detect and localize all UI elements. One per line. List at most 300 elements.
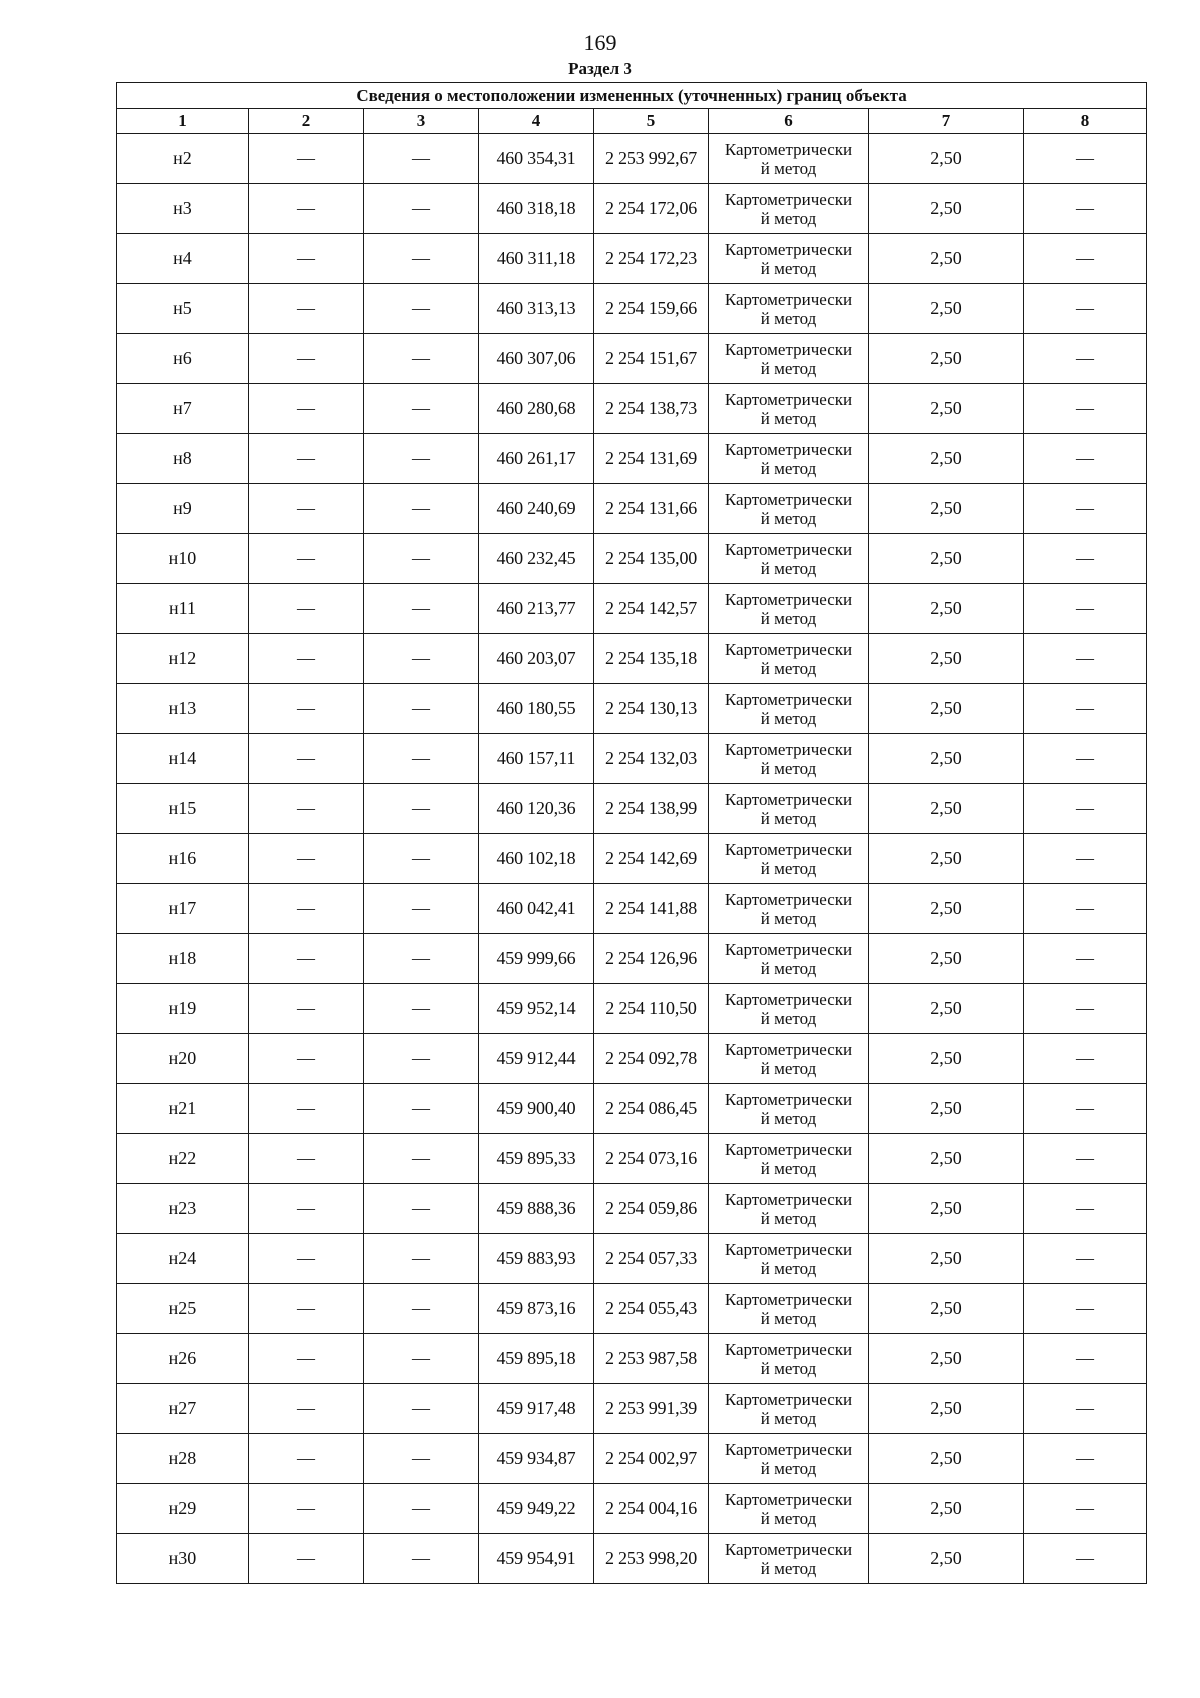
- column-8-cell: —: [1024, 634, 1147, 684]
- x-coordinate-cell: 460 042,41: [479, 884, 594, 934]
- accuracy-cell: 2,50: [869, 534, 1024, 584]
- table-row: [117, 434, 1147, 484]
- method-cell: [709, 1534, 869, 1584]
- column-2-cell: —: [249, 484, 364, 534]
- method-cell: [709, 134, 869, 184]
- method-text-line: Картометрически: [724, 1439, 853, 1459]
- method-text-line: й метод: [760, 658, 817, 678]
- accuracy-cell: 2,50: [869, 584, 1024, 634]
- x-coordinate-cell: 459 895,18: [479, 1334, 594, 1384]
- table-row: [117, 684, 1147, 734]
- column-2-cell: —: [249, 1334, 364, 1384]
- column-8-cell: —: [1024, 134, 1147, 184]
- y-coordinate-cell: 2 254 141,88: [594, 884, 709, 934]
- method-cell: [709, 1434, 869, 1484]
- column-3-cell: —: [364, 1234, 479, 1284]
- accuracy-cell: 2,50: [869, 934, 1024, 984]
- column-3-cell: —: [364, 1434, 479, 1484]
- y-coordinate-cell: 2 254 142,69: [594, 834, 709, 884]
- x-coordinate-cell: 459 883,93: [479, 1234, 594, 1284]
- table-row: [117, 1484, 1147, 1534]
- column-2-cell: —: [249, 684, 364, 734]
- table-row: [117, 284, 1147, 334]
- column-3-cell: —: [364, 534, 479, 584]
- x-coordinate-cell: 459 888,36: [479, 1184, 594, 1234]
- column-8-cell: —: [1024, 734, 1147, 784]
- method-text-line: й метод: [760, 1408, 817, 1428]
- table-row: [117, 1034, 1147, 1084]
- accuracy-cell: 2,50: [869, 734, 1024, 784]
- accuracy-cell: 2,50: [869, 1534, 1024, 1584]
- point-name-cell: н9: [117, 484, 249, 534]
- method-text-line: й метод: [760, 408, 817, 428]
- y-coordinate-cell: 2 254 138,99: [594, 784, 709, 834]
- point-name-cell: н10: [117, 534, 249, 584]
- method-text-line: й метод: [760, 208, 817, 228]
- table-row: [117, 884, 1147, 934]
- column-number: 8: [1024, 109, 1147, 134]
- method-cell: [709, 1334, 869, 1384]
- accuracy-cell: 2,50: [869, 1284, 1024, 1334]
- section-title: Раздел 3: [568, 59, 632, 78]
- method-text-line: й метод: [760, 458, 817, 478]
- method-text-line: й метод: [760, 808, 817, 828]
- method-text-line: Картометрически: [724, 889, 853, 909]
- method-text-line: Картометрически: [724, 1539, 853, 1559]
- column-2-cell: —: [249, 1134, 364, 1184]
- accuracy-cell: 2,50: [869, 1184, 1024, 1234]
- x-coordinate-cell: 459 873,16: [479, 1284, 594, 1334]
- method-text-line: й метод: [760, 1308, 817, 1328]
- column-8-cell: —: [1024, 484, 1147, 534]
- point-name-cell: н24: [117, 1234, 249, 1284]
- column-number: 7: [869, 109, 1024, 134]
- column-8-cell: —: [1024, 1034, 1147, 1084]
- column-3-cell: —: [364, 184, 479, 234]
- method-cell: [709, 934, 869, 984]
- y-coordinate-cell: 2 254 055,43: [594, 1284, 709, 1334]
- y-coordinate-cell: 2 254 126,96: [594, 934, 709, 984]
- x-coordinate-cell: 460 203,07: [479, 634, 594, 684]
- method-cell: [709, 184, 869, 234]
- y-coordinate-cell: 2 254 057,33: [594, 1234, 709, 1284]
- table-row: [117, 1284, 1147, 1334]
- method-cell: [709, 1034, 869, 1084]
- column-3-cell: —: [364, 734, 479, 784]
- column-2-cell: —: [249, 534, 364, 584]
- method-cell: [709, 734, 869, 784]
- column-8-cell: —: [1024, 534, 1147, 584]
- point-name-cell: н14: [117, 734, 249, 784]
- column-3-cell: —: [364, 1334, 479, 1384]
- column-2-cell: —: [249, 1034, 364, 1084]
- y-coordinate-cell: 2 254 151,67: [594, 334, 709, 384]
- page-number: 169: [583, 30, 617, 55]
- column-8-cell: —: [1024, 1134, 1147, 1184]
- column-2-cell: —: [249, 884, 364, 934]
- point-name-cell: н22: [117, 1134, 249, 1184]
- column-2-cell: —: [249, 1284, 364, 1334]
- accuracy-cell: 2,50: [869, 434, 1024, 484]
- y-coordinate-cell: 2 254 002,97: [594, 1434, 709, 1484]
- y-coordinate-cell: 2 254 131,69: [594, 434, 709, 484]
- column-8-cell: —: [1024, 1334, 1147, 1384]
- table-caption-row: [117, 83, 1147, 109]
- method-text-line: Картометрически: [724, 939, 853, 959]
- column-2-cell: —: [249, 234, 364, 284]
- method-text-line: й метод: [760, 958, 817, 978]
- column-8-cell: —: [1024, 384, 1147, 434]
- accuracy-cell: 2,50: [869, 884, 1024, 934]
- column-2-cell: —: [249, 984, 364, 1034]
- point-name-cell: н16: [117, 834, 249, 884]
- point-name-cell: н13: [117, 684, 249, 734]
- accuracy-cell: 2,50: [869, 1084, 1024, 1134]
- y-coordinate-cell: 2 254 130,13: [594, 684, 709, 734]
- column-2-cell: —: [249, 1484, 364, 1534]
- table-row: [117, 1134, 1147, 1184]
- method-text-line: й метод: [760, 558, 817, 578]
- point-name-cell: н12: [117, 634, 249, 684]
- method-cell: [709, 384, 869, 434]
- method-cell: [709, 1384, 869, 1434]
- table-row: [117, 784, 1147, 834]
- table-row: [117, 1534, 1147, 1584]
- method-cell: [709, 534, 869, 584]
- column-number: 5: [594, 109, 709, 134]
- y-coordinate-cell: 2 254 092,78: [594, 1034, 709, 1084]
- method-cell: [709, 1184, 869, 1234]
- method-text-line: Картометрически: [724, 489, 853, 509]
- table-row: [117, 384, 1147, 434]
- accuracy-cell: 2,50: [869, 184, 1024, 234]
- y-coordinate-cell: 2 253 992,67: [594, 134, 709, 184]
- column-3-cell: —: [364, 434, 479, 484]
- accuracy-cell: 2,50: [869, 1134, 1024, 1184]
- method-text-line: й метод: [760, 1258, 817, 1278]
- column-8-cell: —: [1024, 184, 1147, 234]
- column-3-cell: —: [364, 284, 479, 334]
- table-row: [117, 1184, 1147, 1234]
- column-2-cell: —: [249, 734, 364, 784]
- method-cell: [709, 984, 869, 1034]
- method-cell: [709, 884, 869, 934]
- column-3-cell: —: [364, 1384, 479, 1434]
- table-row: [117, 484, 1147, 534]
- column-8-cell: —: [1024, 1184, 1147, 1234]
- x-coordinate-cell: 460 157,11: [479, 734, 594, 784]
- x-coordinate-cell: 459 912,44: [479, 1034, 594, 1084]
- method-text-line: Картометрически: [724, 439, 853, 459]
- column-number: 1: [117, 109, 249, 134]
- y-coordinate-cell: 2 253 991,39: [594, 1384, 709, 1434]
- point-name-cell: н2: [117, 134, 249, 184]
- column-2-cell: —: [249, 784, 364, 834]
- method-text-line: й метод: [760, 1358, 817, 1378]
- column-2-cell: —: [249, 584, 364, 634]
- y-coordinate-cell: 2 253 998,20: [594, 1534, 709, 1584]
- table-row: [117, 634, 1147, 684]
- x-coordinate-cell: 460 102,18: [479, 834, 594, 884]
- accuracy-cell: 2,50: [869, 234, 1024, 284]
- column-2-cell: —: [249, 334, 364, 384]
- column-8-cell: —: [1024, 1484, 1147, 1534]
- point-name-cell: н15: [117, 784, 249, 834]
- column-8-cell: —: [1024, 684, 1147, 734]
- method-text-line: й метод: [760, 608, 817, 628]
- column-3-cell: —: [364, 984, 479, 1034]
- y-coordinate-cell: 2 254 110,50: [594, 984, 709, 1034]
- method-cell: [709, 1234, 869, 1284]
- table-row: [117, 1334, 1147, 1384]
- column-3-cell: —: [364, 884, 479, 934]
- method-text-line: Картометрически: [724, 1289, 853, 1309]
- method-cell: [709, 584, 869, 634]
- column-3-cell: —: [364, 634, 479, 684]
- x-coordinate-cell: 460 232,45: [479, 534, 594, 584]
- method-text-line: Картометрически: [724, 1189, 853, 1209]
- point-name-cell: н28: [117, 1434, 249, 1484]
- x-coordinate-cell: 460 180,55: [479, 684, 594, 734]
- point-name-cell: н5: [117, 284, 249, 334]
- method-text-line: Картометрически: [724, 589, 853, 609]
- column-8-cell: —: [1024, 284, 1147, 334]
- x-coordinate-cell: 460 307,06: [479, 334, 594, 384]
- column-3-cell: —: [364, 1484, 479, 1534]
- x-coordinate-cell: 459 895,33: [479, 1134, 594, 1184]
- table-body: [117, 134, 1147, 1584]
- column-3-cell: —: [364, 1084, 479, 1134]
- accuracy-cell: 2,50: [869, 1384, 1024, 1434]
- method-text-line: й метод: [760, 708, 817, 728]
- table-row: [117, 234, 1147, 284]
- point-name-cell: н21: [117, 1084, 249, 1134]
- method-cell: [709, 234, 869, 284]
- x-coordinate-cell: 460 354,31: [479, 134, 594, 184]
- method-text-line: Картометрически: [724, 1039, 853, 1059]
- column-2-cell: —: [249, 184, 364, 234]
- column-3-cell: —: [364, 584, 479, 634]
- table-row: [117, 734, 1147, 784]
- column-8-cell: —: [1024, 434, 1147, 484]
- y-coordinate-cell: 2 254 138,73: [594, 384, 709, 434]
- accuracy-cell: 2,50: [869, 134, 1024, 184]
- method-text-line: Картометрически: [724, 789, 853, 809]
- method-text-line: й метод: [760, 1108, 817, 1128]
- table-row: [117, 1384, 1147, 1434]
- column-8-cell: —: [1024, 1384, 1147, 1434]
- column-8-cell: —: [1024, 834, 1147, 884]
- method-cell: [709, 784, 869, 834]
- column-8-cell: —: [1024, 584, 1147, 634]
- column-8-cell: —: [1024, 1234, 1147, 1284]
- y-coordinate-cell: 2 254 086,45: [594, 1084, 709, 1134]
- method-text-line: Картометрически: [724, 139, 853, 159]
- accuracy-cell: 2,50: [869, 984, 1024, 1034]
- x-coordinate-cell: 459 900,40: [479, 1084, 594, 1134]
- column-3-cell: —: [364, 1034, 479, 1084]
- accuracy-cell: 2,50: [869, 1034, 1024, 1084]
- x-coordinate-cell: 459 952,14: [479, 984, 594, 1034]
- y-coordinate-cell: 2 254 132,03: [594, 734, 709, 784]
- y-coordinate-cell: 2 254 135,18: [594, 634, 709, 684]
- column-2-cell: —: [249, 284, 364, 334]
- method-text-line: Картометрически: [724, 1489, 853, 1509]
- column-3-cell: —: [364, 834, 479, 884]
- accuracy-cell: 2,50: [869, 384, 1024, 434]
- table-caption: Сведения о местоположении измененных (уточненных) границ объекта: [117, 83, 1147, 109]
- y-coordinate-cell: 2 254 142,57: [594, 584, 709, 634]
- column-3-cell: —: [364, 484, 479, 534]
- table-row: [117, 584, 1147, 634]
- method-text-line: Картометрически: [724, 639, 853, 659]
- table-row: [117, 134, 1147, 184]
- point-name-cell: н20: [117, 1034, 249, 1084]
- column-3-cell: —: [364, 1184, 479, 1234]
- accuracy-cell: 2,50: [869, 334, 1024, 384]
- method-text-line: й метод: [760, 1158, 817, 1178]
- method-text-line: Картометрически: [724, 1389, 853, 1409]
- method-text-line: Картометрически: [724, 1339, 853, 1359]
- accuracy-cell: 2,50: [869, 684, 1024, 734]
- method-cell: [709, 484, 869, 534]
- accuracy-cell: 2,50: [869, 784, 1024, 834]
- y-coordinate-cell: 2 254 131,66: [594, 484, 709, 534]
- method-text-line: й метод: [760, 1458, 817, 1478]
- x-coordinate-cell: 460 311,18: [479, 234, 594, 284]
- column-number: 3: [364, 109, 479, 134]
- method-text-line: й метод: [760, 308, 817, 328]
- method-text-line: й метод: [760, 1208, 817, 1228]
- method-text-line: й метод: [760, 1508, 817, 1528]
- column-3-cell: —: [364, 784, 479, 834]
- x-coordinate-cell: 460 313,13: [479, 284, 594, 334]
- point-name-cell: н3: [117, 184, 249, 234]
- accuracy-cell: 2,50: [869, 284, 1024, 334]
- column-3-cell: —: [364, 934, 479, 984]
- accuracy-cell: 2,50: [869, 1334, 1024, 1384]
- method-text-line: й метод: [760, 758, 817, 778]
- y-coordinate-cell: 2 254 135,00: [594, 534, 709, 584]
- column-2-cell: —: [249, 434, 364, 484]
- column-2-cell: —: [249, 1534, 364, 1584]
- column-8-cell: —: [1024, 1434, 1147, 1484]
- point-name-cell: н29: [117, 1484, 249, 1534]
- column-number: 4: [479, 109, 594, 134]
- method-cell: [709, 634, 869, 684]
- column-8-cell: —: [1024, 934, 1147, 984]
- method-text-line: й метод: [760, 1058, 817, 1078]
- accuracy-cell: 2,50: [869, 1434, 1024, 1484]
- method-text-line: й метод: [760, 1558, 817, 1578]
- method-cell: [709, 1084, 869, 1134]
- accuracy-cell: 2,50: [869, 484, 1024, 534]
- method-text-line: Картометрически: [724, 1139, 853, 1159]
- x-coordinate-cell: 460 213,77: [479, 584, 594, 634]
- column-8-cell: —: [1024, 784, 1147, 834]
- point-name-cell: н30: [117, 1534, 249, 1584]
- column-number: 6: [709, 109, 869, 134]
- method-text-line: й метод: [760, 158, 817, 178]
- column-3-cell: —: [364, 384, 479, 434]
- method-text-line: Картометрически: [724, 989, 853, 1009]
- x-coordinate-cell: 459 999,66: [479, 934, 594, 984]
- column-2-cell: —: [249, 384, 364, 434]
- x-coordinate-cell: 460 240,69: [479, 484, 594, 534]
- table-row: [117, 934, 1147, 984]
- method-text-line: Картометрически: [724, 689, 853, 709]
- column-3-cell: —: [364, 334, 479, 384]
- method-cell: [709, 434, 869, 484]
- table-row: [117, 184, 1147, 234]
- method-cell: [709, 1484, 869, 1534]
- table-row: [117, 334, 1147, 384]
- column-2-cell: —: [249, 1384, 364, 1434]
- y-coordinate-cell: 2 254 073,16: [594, 1134, 709, 1184]
- method-text-line: й метод: [760, 508, 817, 528]
- column-8-cell: —: [1024, 234, 1147, 284]
- point-name-cell: н27: [117, 1384, 249, 1434]
- column-3-cell: —: [364, 1284, 479, 1334]
- method-cell: [709, 284, 869, 334]
- table-row: [117, 834, 1147, 884]
- column-8-cell: —: [1024, 334, 1147, 384]
- column-2-cell: —: [249, 1184, 364, 1234]
- point-name-cell: н18: [117, 934, 249, 984]
- method-text-line: Картометрически: [724, 339, 853, 359]
- method-text-line: й метод: [760, 358, 817, 378]
- method-text-line: Картометрически: [724, 1239, 853, 1259]
- column-3-cell: —: [364, 1134, 479, 1184]
- column-number-row: [117, 109, 1147, 134]
- x-coordinate-cell: 459 949,22: [479, 1484, 594, 1534]
- point-name-cell: н17: [117, 884, 249, 934]
- point-name-cell: н19: [117, 984, 249, 1034]
- column-3-cell: —: [364, 684, 479, 734]
- method-cell: [709, 834, 869, 884]
- accuracy-cell: 2,50: [869, 1234, 1024, 1284]
- column-number: 2: [249, 109, 364, 134]
- column-3-cell: —: [364, 234, 479, 284]
- point-name-cell: н26: [117, 1334, 249, 1384]
- column-2-cell: —: [249, 1084, 364, 1134]
- coordinates-table: [116, 82, 1147, 1584]
- y-coordinate-cell: 2 254 172,06: [594, 184, 709, 234]
- column-2-cell: —: [249, 1234, 364, 1284]
- method-text-line: Картометрически: [724, 839, 853, 859]
- accuracy-cell: 2,50: [869, 1484, 1024, 1534]
- column-8-cell: —: [1024, 1284, 1147, 1334]
- method-text-line: й метод: [760, 908, 817, 928]
- x-coordinate-cell: 459 954,91: [479, 1534, 594, 1584]
- method-cell: [709, 684, 869, 734]
- method-text-line: й метод: [760, 1008, 817, 1028]
- column-8-cell: —: [1024, 1534, 1147, 1584]
- table-row: [117, 984, 1147, 1034]
- method-cell: [709, 334, 869, 384]
- method-text-line: Картометрически: [724, 189, 853, 209]
- column-3-cell: —: [364, 134, 479, 184]
- method-text-line: Картометрически: [724, 239, 853, 259]
- point-name-cell: н8: [117, 434, 249, 484]
- table-row: [117, 1084, 1147, 1134]
- method-text-line: Картометрически: [724, 289, 853, 309]
- y-coordinate-cell: 2 253 987,58: [594, 1334, 709, 1384]
- column-2-cell: —: [249, 834, 364, 884]
- y-coordinate-cell: 2 254 004,16: [594, 1484, 709, 1534]
- table-row: [117, 1234, 1147, 1284]
- point-name-cell: н23: [117, 1184, 249, 1234]
